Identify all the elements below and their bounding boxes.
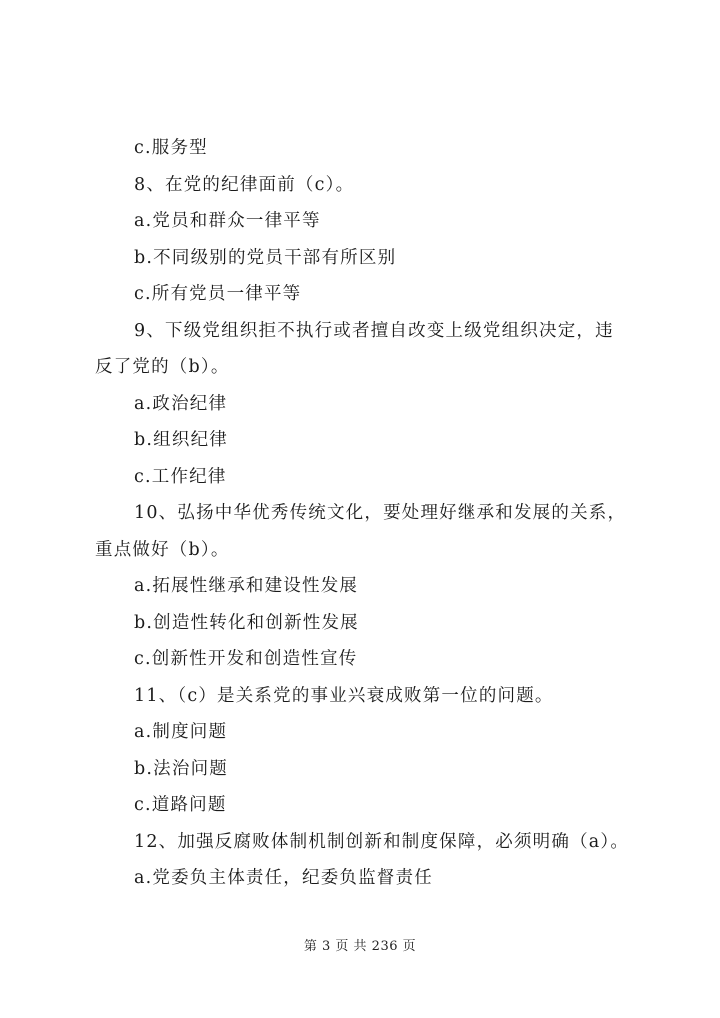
- answer-option: b.法治问题: [134, 759, 228, 779]
- answer-option: c.工作纪律: [134, 467, 227, 487]
- answer-option: c.道路问题: [134, 795, 227, 815]
- answer-option: a.拓展性继承和建设性发展: [134, 576, 359, 596]
- question-8: 8、在党的纪律面前（c）。: [134, 175, 355, 195]
- question-10-continued: 重点做好（b）。: [95, 540, 230, 560]
- answer-option: c.所有党员一律平等: [134, 284, 302, 304]
- question-9: 9、下级党组织拒不执行或者擅自改变上级党组织决定，违: [134, 321, 614, 341]
- question-12: 12、加强反腐败体制机制创新和制度保障，必须明确（a）。: [134, 832, 630, 852]
- answer-option: b.不同级别的党员干部有所区别: [134, 248, 397, 268]
- answer-option: a.制度问题: [134, 722, 228, 742]
- answer-option: b.创造性转化和创新性发展: [134, 613, 359, 633]
- answer-option: c.服务型: [134, 138, 208, 158]
- page-number-footer: 第 3 页 共 236 页: [303, 939, 417, 954]
- answer-option: a.党委负主体责任，纪委负监督责任: [134, 868, 433, 888]
- question-9-continued: 反了党的（b）。: [95, 357, 230, 377]
- answer-option: b.组织纪律: [134, 430, 228, 450]
- answer-option: c.创新性开发和创造性宣传: [134, 649, 358, 669]
- question-11: 11、（c）是关系党的事业兴衰成败第一位的问题。: [134, 686, 554, 706]
- answer-option: a.党员和群众一律平等: [134, 211, 321, 231]
- answer-option: a.政治纪律: [134, 394, 228, 414]
- question-10: 10、弘扬中华优秀传统文化，要处理好继承和发展的关系，: [134, 503, 627, 523]
